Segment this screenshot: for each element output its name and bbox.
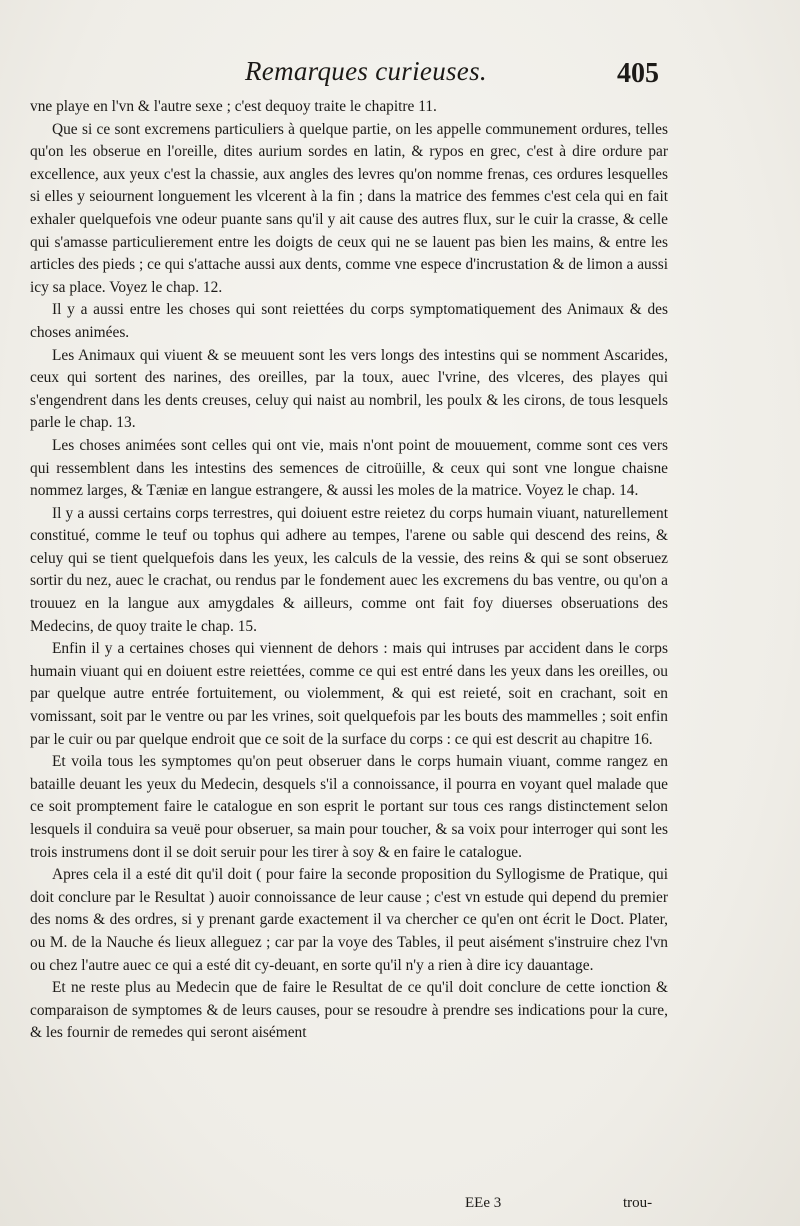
- page-number: 405: [617, 58, 659, 89]
- paragraph-continuation: vne playe en l'vn & l'autre sexe ; c'est dequoy traite le chapitre 11.: [30, 98, 437, 115]
- paragraph-result: Et ne reste plus au Medecin que de faire le Resultat de ce qu'il doit conclure de cette ionction & comparaison de symptomes & de leurs causes, pour se resoudre à prendre ses indications pour la cure, & les fournir de remedes qui seront aisément: [30, 979, 668, 1042]
- page-header: [0, 52, 800, 96]
- page-footer: [0, 1195, 800, 1219]
- running-title: Remarques curieuses.: [245, 56, 487, 86]
- paragraph-foreign-bodies: Enfin il y a certaines choses qui viennent de dehors : mais qui intruses par accident dans le corps humain viuant qui en doiuent estre reiettées, comme ce qui est entré dans les yeux dans les oreilles, ou par quelque autre entrée fortuitement, ou violemment, & qui est reieté, soit en crachant, soit en vomissant, soit par le ventre ou par les vrines, soit quelquefois par les bouts des mammelles ; soit enfin par le cuir ou par quelque endroit que ce soit de la surface du corps : ce qui est descrit au chapitre 16.: [30, 640, 668, 748]
- paragraph-symptoms-summary: Et voila tous les symptomes qu'on peut obseruer dans le corps humain viuant, comme rangez en bataille deuant les yeux du Medecin, desquels s'il a connoissance, il pourra en voyant quel malade que ce soit promptement faire le catalogue en son esprit le portant sur tous ces rangs distinctement selon lesquels il conduira sa veuë pour obseruer, sa main pour toucher, & sa voix pour interroger qui sont les trois instrumens dont il se doit seruir pour les tirer à soy & en faire le catalogue.: [30, 753, 668, 861]
- paragraph-causes: Apres cela il a esté dit qu'il doit ( pour faire la seconde proposition du Syllogisme de Pratique, qui doit conclure par le Resultat ) auoir connoissance de leur cause ; c'est vn estude qui depend du premier des noms & des ordres, si y prenant garde exactement il va chercher ce qu'en ont écrit le Doct. Plater, ou M. de la Nauche és lieux alleguez ; car par la voye des Tables, il peut aisément s'instruire chez l'vn ou chez l'autre auec ce qui a esté dit cy-deuant, en sorte qu'il n'y a rien à dire icy dauantage.: [30, 866, 668, 974]
- paragraph-animals: Les Animaux qui viuent & se meuuent sont les vers longs des intestins qui se nomment Ascarides, ceux qui sortent des narines, des oreilles, par la toux, auec l'vrine, des vlceres, des playes qui s'engendrent dans les dents creuses, celuy qui naist au nombril, les poulx & les cirons, de tous lesquels parle le chap. 13.: [30, 346, 668, 432]
- paragraph-earthy-bodies: Il y a aussi certains corps terrestres, qui doiuent estre reietez du corps humain viuant, naturellement constitué, comme le teuf ou tophus qui adhere au tempes, l'arene ou sable qui descend des reins, & celuy qui se tient quelquefois dans les yeux, les calculs de la vessie, des reins & qui se sont obseruez sortir du nez, auec le crachat, ou rendus par le fondement auec les excremens du bas ventre, ou qu'on a trouuez en la langue aux amygdales & ailleurs, comme ont fait foy diuerses obseruations des Medecins, de quoy traite le chap. 15.: [30, 504, 668, 635]
- body-text: [30, 96, 668, 1045]
- paragraph-animated-things: Les choses animées sont celles qui ont vie, mais n'ont point de mouuement, comme sont ces vers qui ressemblent dans les intestins des semences de citroüille, & ceux qui sont vne longue chaisne nommez larges, & Tæniæ en langue estrangere, & aussi les moles de la matrice. Voyez le chap. 14.: [30, 436, 668, 500]
- catchword: trou-: [623, 1195, 653, 1211]
- paragraph-animals-intro: Il y a aussi entre les choses qui sont reiettées du corps symptomatiquement des Animaux & des choses animées.: [30, 301, 668, 341]
- signature-mark: EEe 3: [465, 1195, 502, 1211]
- paragraph-excrements: Que si ce sont excremens particuliers à quelque partie, on les appelle communement ordures, telles qu'on les obserue en l'oreille, dites aurium sordes en latin, & rypos en grec, c'est à dire ordure par excellence, aux yeux c'est la chassie, aux angles des levres qu'on nomme frenas, ces ordures lesquelles si elles y seiournent longuement les vlcerent à la fin ; dans la matrice des femmes c'est cela qui en fait exhaler quelquefois vne odeur puante sans qu'il y ait cause des autres flux, sur le cuir la crasse, & celle qui s'amasse particulierement entre les doigts de ceux qui ne se lauent pas bien les mains, & entre les articles des pieds ; ce qui s'attache aussi aux dents, comme vne espece d'incrustation & de limon a aussi icy sa place. Voyez le chap. 12.: [30, 120, 668, 296]
